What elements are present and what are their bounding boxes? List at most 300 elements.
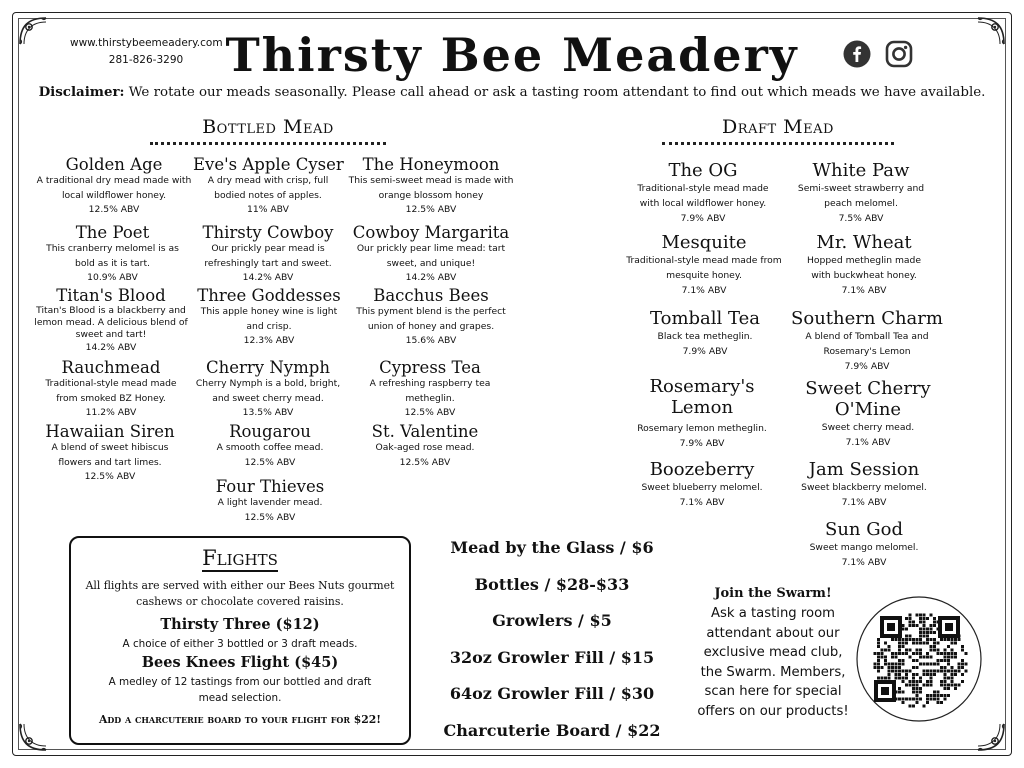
qr-module (888, 666, 891, 669)
qr-module (951, 638, 954, 641)
qr-module (961, 645, 964, 648)
qr-module (877, 656, 880, 659)
qr-module (951, 652, 954, 655)
qr-module (923, 656, 926, 659)
qr-module (954, 684, 957, 687)
qr-module (923, 705, 926, 708)
qr-module (884, 649, 887, 652)
swarm-body: Ask a tasting room attendant about our exclusive mead club, the Swarm. Members, scan here for special offers on our products! (697, 606, 849, 719)
mead-description: Oak-aged rose mead. (375, 442, 475, 453)
qr-module (916, 701, 919, 704)
qr-module (916, 694, 919, 697)
qr-module (874, 652, 877, 655)
mead-description: Traditional-style mead made from smoked BZ Honey. (45, 378, 177, 404)
qr-module (898, 645, 901, 648)
mead-description: A blend of sweet hibiscus flowers and tart limes. (51, 442, 169, 468)
price-item: Bottles / $28-$33 (474, 574, 630, 594)
mead-item-bacchus-bees (344, 286, 518, 349)
mead-item-eves-apple-cyser (193, 155, 343, 218)
mead-description: Sweet blueberry melomel. (641, 482, 763, 493)
qr-module (923, 642, 926, 645)
qr-module (933, 649, 936, 652)
qr-module (888, 663, 891, 666)
qr-module (937, 659, 940, 662)
instagram-icon[interactable] (885, 40, 913, 68)
qr-module (905, 649, 908, 652)
qr-module (905, 642, 908, 645)
mead-name: Sweet Cherry O'Mine (805, 378, 931, 420)
qr-module (909, 614, 912, 617)
qr-module (916, 642, 919, 645)
mead-abv: 7.1% ABV (845, 437, 891, 448)
qr-module (912, 677, 915, 680)
qr-module (954, 687, 957, 690)
qr-module (930, 628, 933, 631)
mead-name: Golden Age (65, 155, 163, 174)
qr-module (919, 617, 922, 620)
qr-module (909, 649, 912, 652)
mead-description: Hopped metheglin made with buckwheat honey. (806, 255, 922, 281)
qr-module (881, 656, 884, 659)
qr-module (884, 656, 887, 659)
flight-description: A medley of 12 tastings from our bottled and draft mead selection. (108, 676, 372, 704)
qr-module (944, 659, 947, 662)
qr-module (895, 677, 898, 680)
qr-module (874, 666, 877, 669)
mead-name: Three Goddesses (197, 286, 341, 305)
qr-module (905, 652, 908, 655)
qr-module (888, 673, 891, 676)
qr-module (965, 670, 968, 673)
qr-module (898, 670, 901, 673)
qr-module (884, 663, 887, 666)
qr-module (919, 663, 922, 666)
qr-module (905, 670, 908, 673)
mead-name: Tomball Tea (650, 308, 760, 329)
qr-module (919, 677, 922, 680)
mead-name: St. Valentine (371, 422, 479, 441)
mead-abv: 12.5% ABV (84, 471, 136, 482)
mead-description: This apple honey wine is light and crisp. (200, 306, 338, 332)
qr-module (951, 684, 954, 687)
qr-module (912, 659, 915, 662)
qr-module (926, 638, 929, 641)
qr-module (898, 691, 901, 694)
qr-module (916, 680, 919, 683)
mead-description: Black tea metheglin. (657, 331, 753, 342)
website-link[interactable]: www.thirstybeemeadery.com (70, 37, 223, 49)
qr-module (916, 673, 919, 676)
qr-module (923, 624, 926, 627)
qr-module (912, 624, 915, 627)
mead-description: Our prickly pear lime mead: tart sweet, and unique! (356, 243, 506, 269)
qr-module (905, 698, 908, 701)
qr-module (891, 666, 894, 669)
qr-module (912, 684, 915, 687)
qr-module (930, 638, 933, 641)
price-item: Growlers / $5 (492, 611, 612, 630)
mead-name: Rauchmead (61, 358, 161, 377)
mead-description: Rosemary lemon metheglin. (637, 423, 767, 434)
qr-module (909, 670, 912, 673)
qr-module (933, 694, 936, 697)
qr-module (881, 649, 884, 652)
qr-module (877, 638, 880, 641)
mead-name: The OG (668, 160, 738, 181)
qr-module (905, 677, 908, 680)
qr-module (926, 673, 929, 676)
bottled-mead-heading-text: Bottled Mead (202, 116, 334, 138)
qr-module (947, 645, 950, 648)
qr-module (919, 698, 922, 701)
qr-module (891, 663, 894, 666)
qr-module (947, 670, 950, 673)
mead-name: The Honeymoon (362, 155, 500, 174)
qr-module (912, 680, 915, 683)
qr-module (898, 642, 901, 645)
qr-module (940, 666, 943, 669)
qr-module (909, 624, 912, 627)
qr-module (951, 649, 954, 652)
qr-module (902, 638, 905, 641)
qr-module (937, 652, 940, 655)
qr-module (930, 656, 933, 659)
qr-module (902, 652, 905, 655)
qr-module (898, 638, 901, 641)
qr-module (951, 666, 954, 669)
qr-module (923, 621, 926, 624)
qr-module (940, 652, 943, 655)
qr-module (926, 684, 929, 687)
qr-module (937, 701, 940, 704)
mead-abv: 7.1% ABV (841, 557, 887, 568)
qr-module (937, 691, 940, 694)
qr-module (933, 645, 936, 648)
qr-module (912, 705, 915, 708)
draft-item-sun-god (796, 519, 932, 571)
mead-abv: 12.5% ABV (244, 511, 296, 523)
price-item: Charcuterie Board / $22 (443, 720, 661, 740)
mead-abv: 7.1% ABV (841, 285, 887, 296)
qr-module (958, 638, 961, 641)
qr-module (944, 698, 947, 701)
qr-module (877, 663, 880, 666)
qr-module (930, 677, 933, 680)
qr-module (891, 638, 894, 641)
mead-name: Mr. Wheat (816, 232, 912, 253)
mead-abv: 7.1% ABV (681, 285, 727, 296)
mead-abv: 13.5% ABV (242, 407, 294, 418)
dotted-divider (150, 142, 386, 145)
qr-module (954, 652, 957, 655)
qr-module (902, 670, 905, 673)
qr-module (961, 649, 964, 652)
qr-module (909, 684, 912, 687)
qr-module (930, 649, 933, 652)
qr-module (944, 684, 947, 687)
mead-abv: 11% ABV (247, 204, 289, 215)
mead-description: Cherry Nymph is a bold, bright, and sweet cherry mead. (195, 378, 341, 404)
qr-module (916, 638, 919, 641)
qr-module (951, 677, 954, 680)
qr-module (916, 614, 919, 617)
qr-module (902, 677, 905, 680)
qr-module (898, 663, 901, 666)
qr-module (933, 617, 936, 620)
qr-module (909, 635, 912, 638)
qr-module (926, 698, 929, 701)
mead-abv: 7.1% ABV (841, 497, 887, 508)
qr-module (951, 680, 954, 683)
mead-abv: 14.2% ABV (405, 272, 457, 283)
mead-item-hawaiian-siren (40, 422, 180, 485)
mead-description: Our prickly pear mead is refreshingly tart and sweet. (204, 243, 332, 269)
qr-module (930, 673, 933, 676)
mead-item-three-goddesses (193, 286, 345, 349)
mead-description: Semi-sweet strawberry and peach melomel. (797, 183, 925, 209)
mead-name: The Poet (75, 223, 150, 242)
draft-mead-heading (662, 116, 894, 145)
mead-description: This pyment blend is the perfect union of honey and grapes. (356, 306, 506, 332)
draft-mead-heading-text: Draft Mead (722, 116, 834, 138)
qr-module (937, 670, 940, 673)
qr-module (923, 617, 926, 620)
qr-module (961, 659, 964, 662)
mead-name: Eve's Apple Cyser (193, 155, 344, 174)
qr-module (947, 687, 950, 690)
flights-addon: Add a charcuterie board to your flight for $22! (98, 713, 382, 726)
mead-abv: 12.5% ABV (399, 456, 451, 468)
qr-module (937, 698, 940, 701)
mead-abv: 14.2% ABV (85, 342, 137, 353)
qr-module (919, 614, 922, 617)
flight-description: A choice of either 3 bottled or 3 draft meads. (122, 638, 358, 650)
qr-module (877, 677, 880, 680)
qr-module (954, 670, 957, 673)
qr-module (940, 680, 943, 683)
price-item: 32oz Growler Fill / $15 (449, 647, 655, 667)
mead-abv: 15.6% ABV (405, 335, 457, 346)
qr-module (895, 670, 898, 673)
phone-number[interactable]: 281-826-3290 (108, 54, 184, 66)
qr-module (930, 698, 933, 701)
qr-module (930, 624, 933, 627)
qr-module (937, 649, 940, 652)
qr-module (909, 698, 912, 701)
qr-module (895, 666, 898, 669)
mead-abv: 7.9% ABV (680, 213, 726, 224)
qr-module (905, 617, 908, 620)
qr-module (909, 656, 912, 659)
qr-module (933, 691, 936, 694)
qr-module (923, 614, 926, 617)
mead-description: A dry mead with crisp, full bodied notes of apples. (207, 175, 329, 201)
qr-module (937, 694, 940, 697)
qr-module (902, 645, 905, 648)
flights-box (69, 536, 411, 745)
qr-module (961, 666, 964, 669)
qr-module (944, 677, 947, 680)
mead-description: Sweet cherry mead. (821, 422, 915, 433)
qr-module (951, 642, 954, 645)
bottled-mead-heading (150, 116, 386, 145)
qr-module (933, 673, 936, 676)
corner-flourish-icon (974, 720, 1008, 754)
mead-name: Bacchus Bees (373, 286, 489, 305)
corner-flourish-icon (16, 720, 50, 754)
qr-module (930, 684, 933, 687)
mead-abv: 14.2% ABV (242, 272, 294, 283)
qr-module (898, 673, 901, 676)
qr-module (926, 617, 929, 620)
mead-abv: 7.9% ABV (679, 438, 725, 449)
qr-module (930, 614, 933, 617)
qr-module (944, 652, 947, 655)
qr-module (923, 635, 926, 638)
qr-module (909, 680, 912, 683)
qr-module (912, 673, 915, 676)
qr-module (888, 677, 891, 680)
qr-module (958, 670, 961, 673)
qr-module (930, 694, 933, 697)
mead-name: Mesquite (661, 232, 747, 253)
qr-module (954, 638, 957, 641)
disclaimer (0, 84, 1024, 100)
qr-module (919, 631, 922, 634)
qr-code-icon[interactable] (856, 596, 982, 722)
qr-module (905, 673, 908, 676)
qr-module (926, 663, 929, 666)
qr-module (937, 663, 940, 666)
mead-abv: 7.5% ABV (838, 213, 884, 224)
draft-item-mesquite (618, 232, 790, 299)
qr-module (898, 659, 901, 662)
flight-name: Bees Knees Flight ($45) (141, 654, 339, 671)
qr-module (919, 680, 922, 683)
qr-module (958, 684, 961, 687)
mead-item-titans-blood (28, 286, 194, 354)
qr-module (919, 628, 922, 631)
qr-module (940, 670, 943, 673)
qr-module (877, 670, 880, 673)
qr-module (874, 663, 877, 666)
price-item: 64oz Growler Fill / $30 (449, 684, 655, 703)
qr-module (881, 677, 884, 680)
qr-module (933, 698, 936, 701)
mead-name: Jam Session (808, 459, 920, 480)
qr-module (926, 652, 929, 655)
qr-module (961, 663, 964, 666)
qr-module (933, 663, 936, 666)
qr-module (916, 659, 919, 662)
mead-name: Four Thieves (215, 477, 325, 496)
facebook-icon[interactable] (843, 40, 871, 68)
qr-module (881, 652, 884, 655)
qr-module (944, 687, 947, 690)
qr-module (905, 635, 908, 638)
mead-description: A light lavender mead. (217, 497, 323, 508)
qr-module (895, 638, 898, 641)
mead-description: This cranberry melomel is as bold as it is tart. (46, 243, 179, 269)
qr-module (923, 628, 926, 631)
qr-module (951, 673, 954, 676)
mead-description: Titan's Blood is a blackberry and lemon mead. A delicious blend of sweet and tart! (34, 305, 188, 340)
qr-module (944, 673, 947, 676)
mead-name: Thirsty Cowboy (202, 223, 334, 242)
mead-name: White Paw (812, 160, 910, 181)
qr-module (898, 677, 901, 680)
mead-name: Cherry Nymph (206, 358, 330, 377)
qr-module (951, 656, 954, 659)
qr-module (877, 666, 880, 669)
qr-module (898, 649, 901, 652)
mead-item-st-valentine (355, 422, 495, 470)
qr-module (898, 666, 901, 669)
qr-module (926, 680, 929, 683)
qr-module (919, 691, 922, 694)
qr-module (923, 631, 926, 634)
qr-module (905, 638, 908, 641)
qr-module (916, 624, 919, 627)
qr-module (888, 649, 891, 652)
qr-module (940, 701, 943, 704)
mead-item-cherry-nymph (189, 358, 347, 421)
qr-module (898, 698, 901, 701)
qr-module (912, 621, 915, 624)
qr-module (926, 670, 929, 673)
qr-module (916, 652, 919, 655)
mead-item-rougarou (200, 422, 340, 470)
qr-module (965, 663, 968, 666)
qr-module (930, 663, 933, 666)
qr-module (930, 680, 933, 683)
qr-module (940, 659, 943, 662)
price-item: Mead by the Glass / $6 (450, 538, 654, 557)
mead-item-four-thieves (200, 477, 340, 525)
qr-module (898, 687, 901, 690)
qr-module (877, 642, 880, 645)
mead-name: Sun God (825, 519, 903, 540)
qr-module (881, 666, 884, 669)
qr-module (947, 694, 950, 697)
mead-item-golden-age (34, 155, 194, 218)
qr-module (919, 687, 922, 690)
qr-module (919, 649, 922, 652)
disclaimer-label: Disclaimer: (38, 84, 125, 100)
qr-module (912, 666, 915, 669)
qr-module (930, 645, 933, 648)
qr-module (954, 673, 957, 676)
draft-item-the-og (628, 160, 778, 227)
draft-item-southern-charm (786, 308, 948, 375)
mead-name: Rosemary's Lemon (649, 376, 755, 418)
mead-name: Cypress Tea (379, 358, 481, 377)
qr-module (919, 652, 922, 655)
mead-description: A blend of Tomball Tea and Rosemary's Lemon (805, 331, 929, 357)
mead-description: Sweet mango melomel. (809, 542, 919, 553)
qr-module (916, 684, 919, 687)
qr-module (930, 631, 933, 634)
qr-module (891, 652, 894, 655)
qr-module (944, 680, 947, 683)
qr-module (947, 652, 950, 655)
qr-module (947, 659, 950, 662)
qr-module (944, 670, 947, 673)
qr-module (923, 663, 926, 666)
qr-module (947, 656, 950, 659)
page-title: Thirsty Bee Meadery (225, 28, 799, 82)
mead-description: This semi-sweet mead is made with orange blossom honey (348, 175, 514, 201)
